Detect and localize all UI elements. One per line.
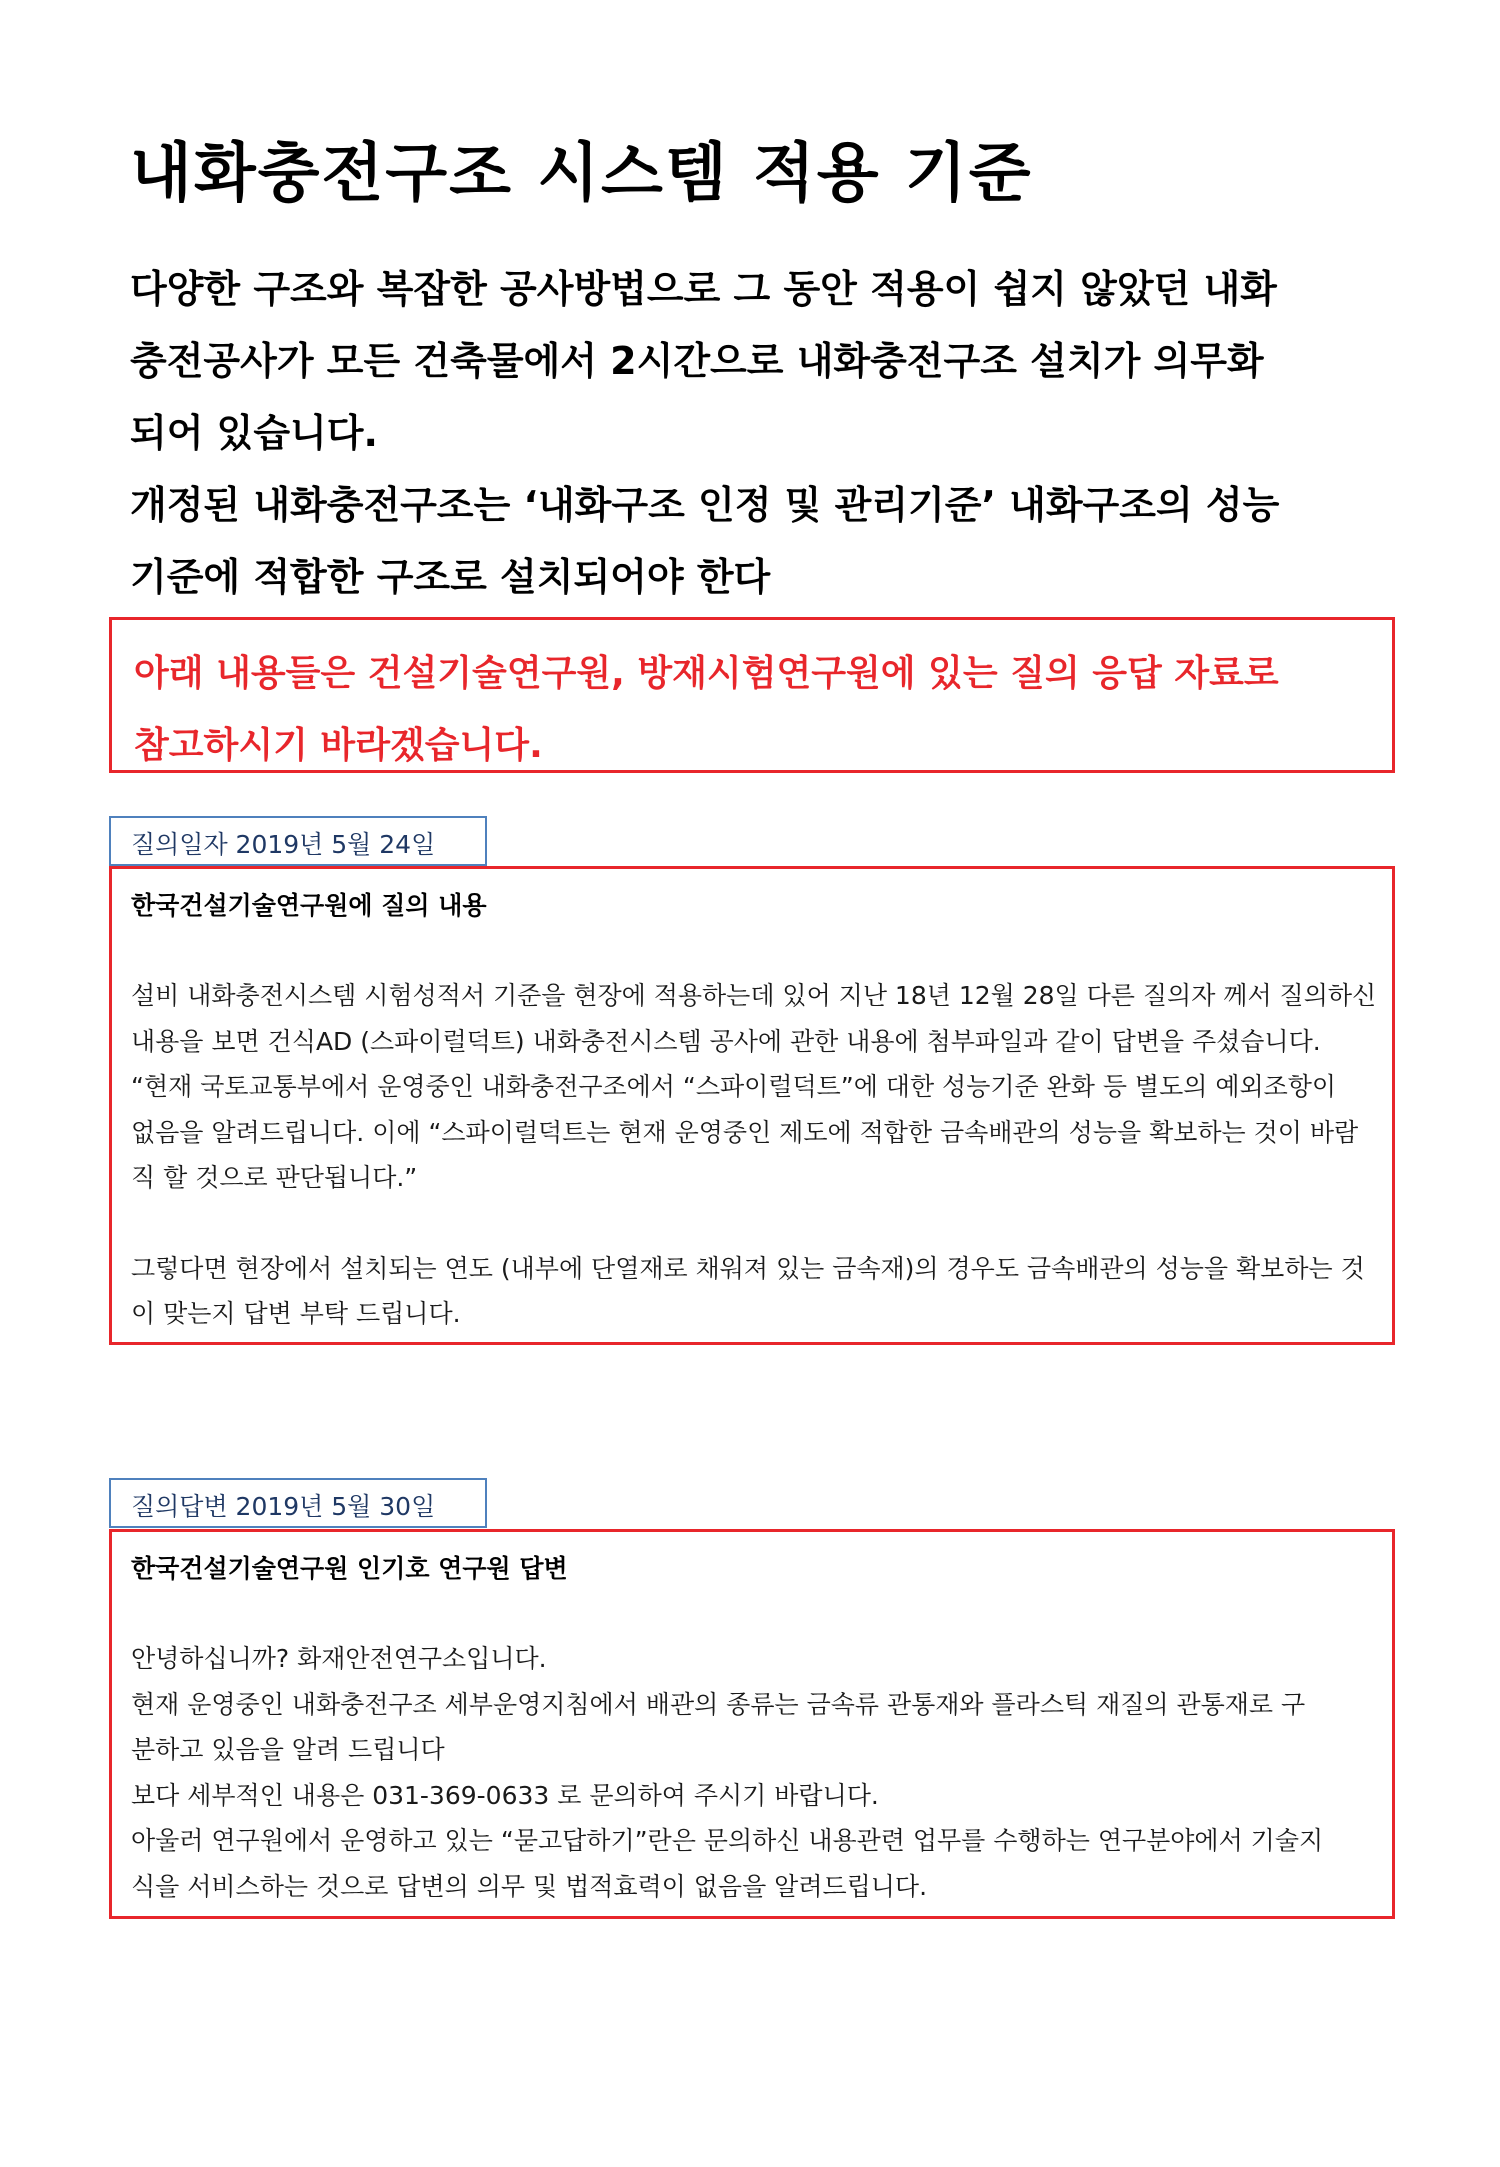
intro-line: 기준에 적합한 구조로 설치되어야 한다 <box>130 555 771 599</box>
intro-line: 개정된 내화충전구조는 ‘내화구조 인정 및 관리기준’ 내화구조의 성능 <box>130 483 1280 527</box>
notice-line: 참고하시기 바라겠습니다. <box>134 725 543 766</box>
question-line: “현재 국토교통부에서 운영중인 내화충전구조에서 “스파이럴덕트”에 대한 성능기준 완화 등 별도의 예외조항이 <box>131 1072 1337 1101</box>
question-line: 직 할 것으로 판단됩니다.” <box>131 1163 418 1192</box>
answer-line: 안녕하십니까? 화재안전연구소입니다. <box>131 1644 547 1673</box>
answer-box <box>109 1529 1395 1919</box>
intro-line: 충전공사가 모든 건축물에서 2시간으로 내화충전구조 설치가 의무화 <box>130 339 1264 383</box>
intro-line: 되어 있습니다. <box>130 411 378 455</box>
answer-line: 식을 서비스하는 것으로 답변의 의무 및 법적효력이 없음을 알려드립니다. <box>131 1871 928 1901</box>
notice-line: 아래 내용들은 건설기술연구원, 방재시험연구원에 있는 질의 응답 자료로 <box>134 653 1279 694</box>
answer-line: 보다 세부적인 내용은 031-369-0633 로 문의하여 주시기 바랍니다. <box>131 1780 879 1810</box>
question-line: 내용을 보면 건식AD (스파이럴덕트) 내화충전시스템 공사에 관한 내용에 첨부파일과 같이 답변을 주셨습니다. <box>131 1026 1321 1056</box>
spacer <box>131 1591 1370 1636</box>
question-line: 설비 내화충전시스템 시험성적서 기준을 현장에 적용하는데 있어 지난 18년 12월 28일 다른 질의자 께서 질의하신 <box>131 981 1377 1010</box>
answer-line: 분하고 있음을 알려 드립니다 <box>131 1735 445 1764</box>
question-line: 없음을 알려드립니다. 이에 “스파이럴덕트는 현재 운영중인 제도에 적합한 금속배관의 성능을 확보하는 것이 바람 <box>131 1117 1359 1147</box>
answer-line: 아울러 연구원에서 운영하고 있는 “묻고답하기”란은 문의하신 내용관련 업무를 수행하는 연구분야에서 기술지 <box>131 1826 1324 1855</box>
question-line: 이 맞는지 답변 부탁 드립니다. <box>131 1299 461 1328</box>
intro-paragraph <box>130 253 1380 613</box>
page-title: 내화충전구조 시스템 적용 기준 <box>130 137 1033 211</box>
answer-heading: 한국건설기술연구원 인기호 연구원 답변 <box>131 1554 568 1583</box>
spacer <box>131 1201 1370 1246</box>
spacer <box>131 928 1370 973</box>
notice-box <box>109 617 1395 773</box>
answer-line: 현재 운영중인 내화충전구조 세부운영지침에서 배관의 종류는 금속류 관통재와 플라스틱 재질의 관통재로 구 <box>131 1689 1306 1719</box>
question-line: 그렇다면 현장에서 설치되는 연도 (내부에 단열재로 채워져 있는 금속재)의 경우도 금속배관의 성능을 확보하는 것 <box>131 1253 1365 1283</box>
answer-date-tab: 질의답변 2019년 5월 30일 <box>109 1478 487 1528</box>
question-box <box>109 866 1395 1345</box>
question-date-tab: 질의일자 2019년 5월 24일 <box>109 816 487 866</box>
intro-line: 다양한 구조와 복잡한 공사방법으로 그 동안 적용이 쉽지 않았던 내화 <box>130 267 1277 311</box>
question-heading: 한국건설기술연구원에 질의 내용 <box>131 891 487 920</box>
